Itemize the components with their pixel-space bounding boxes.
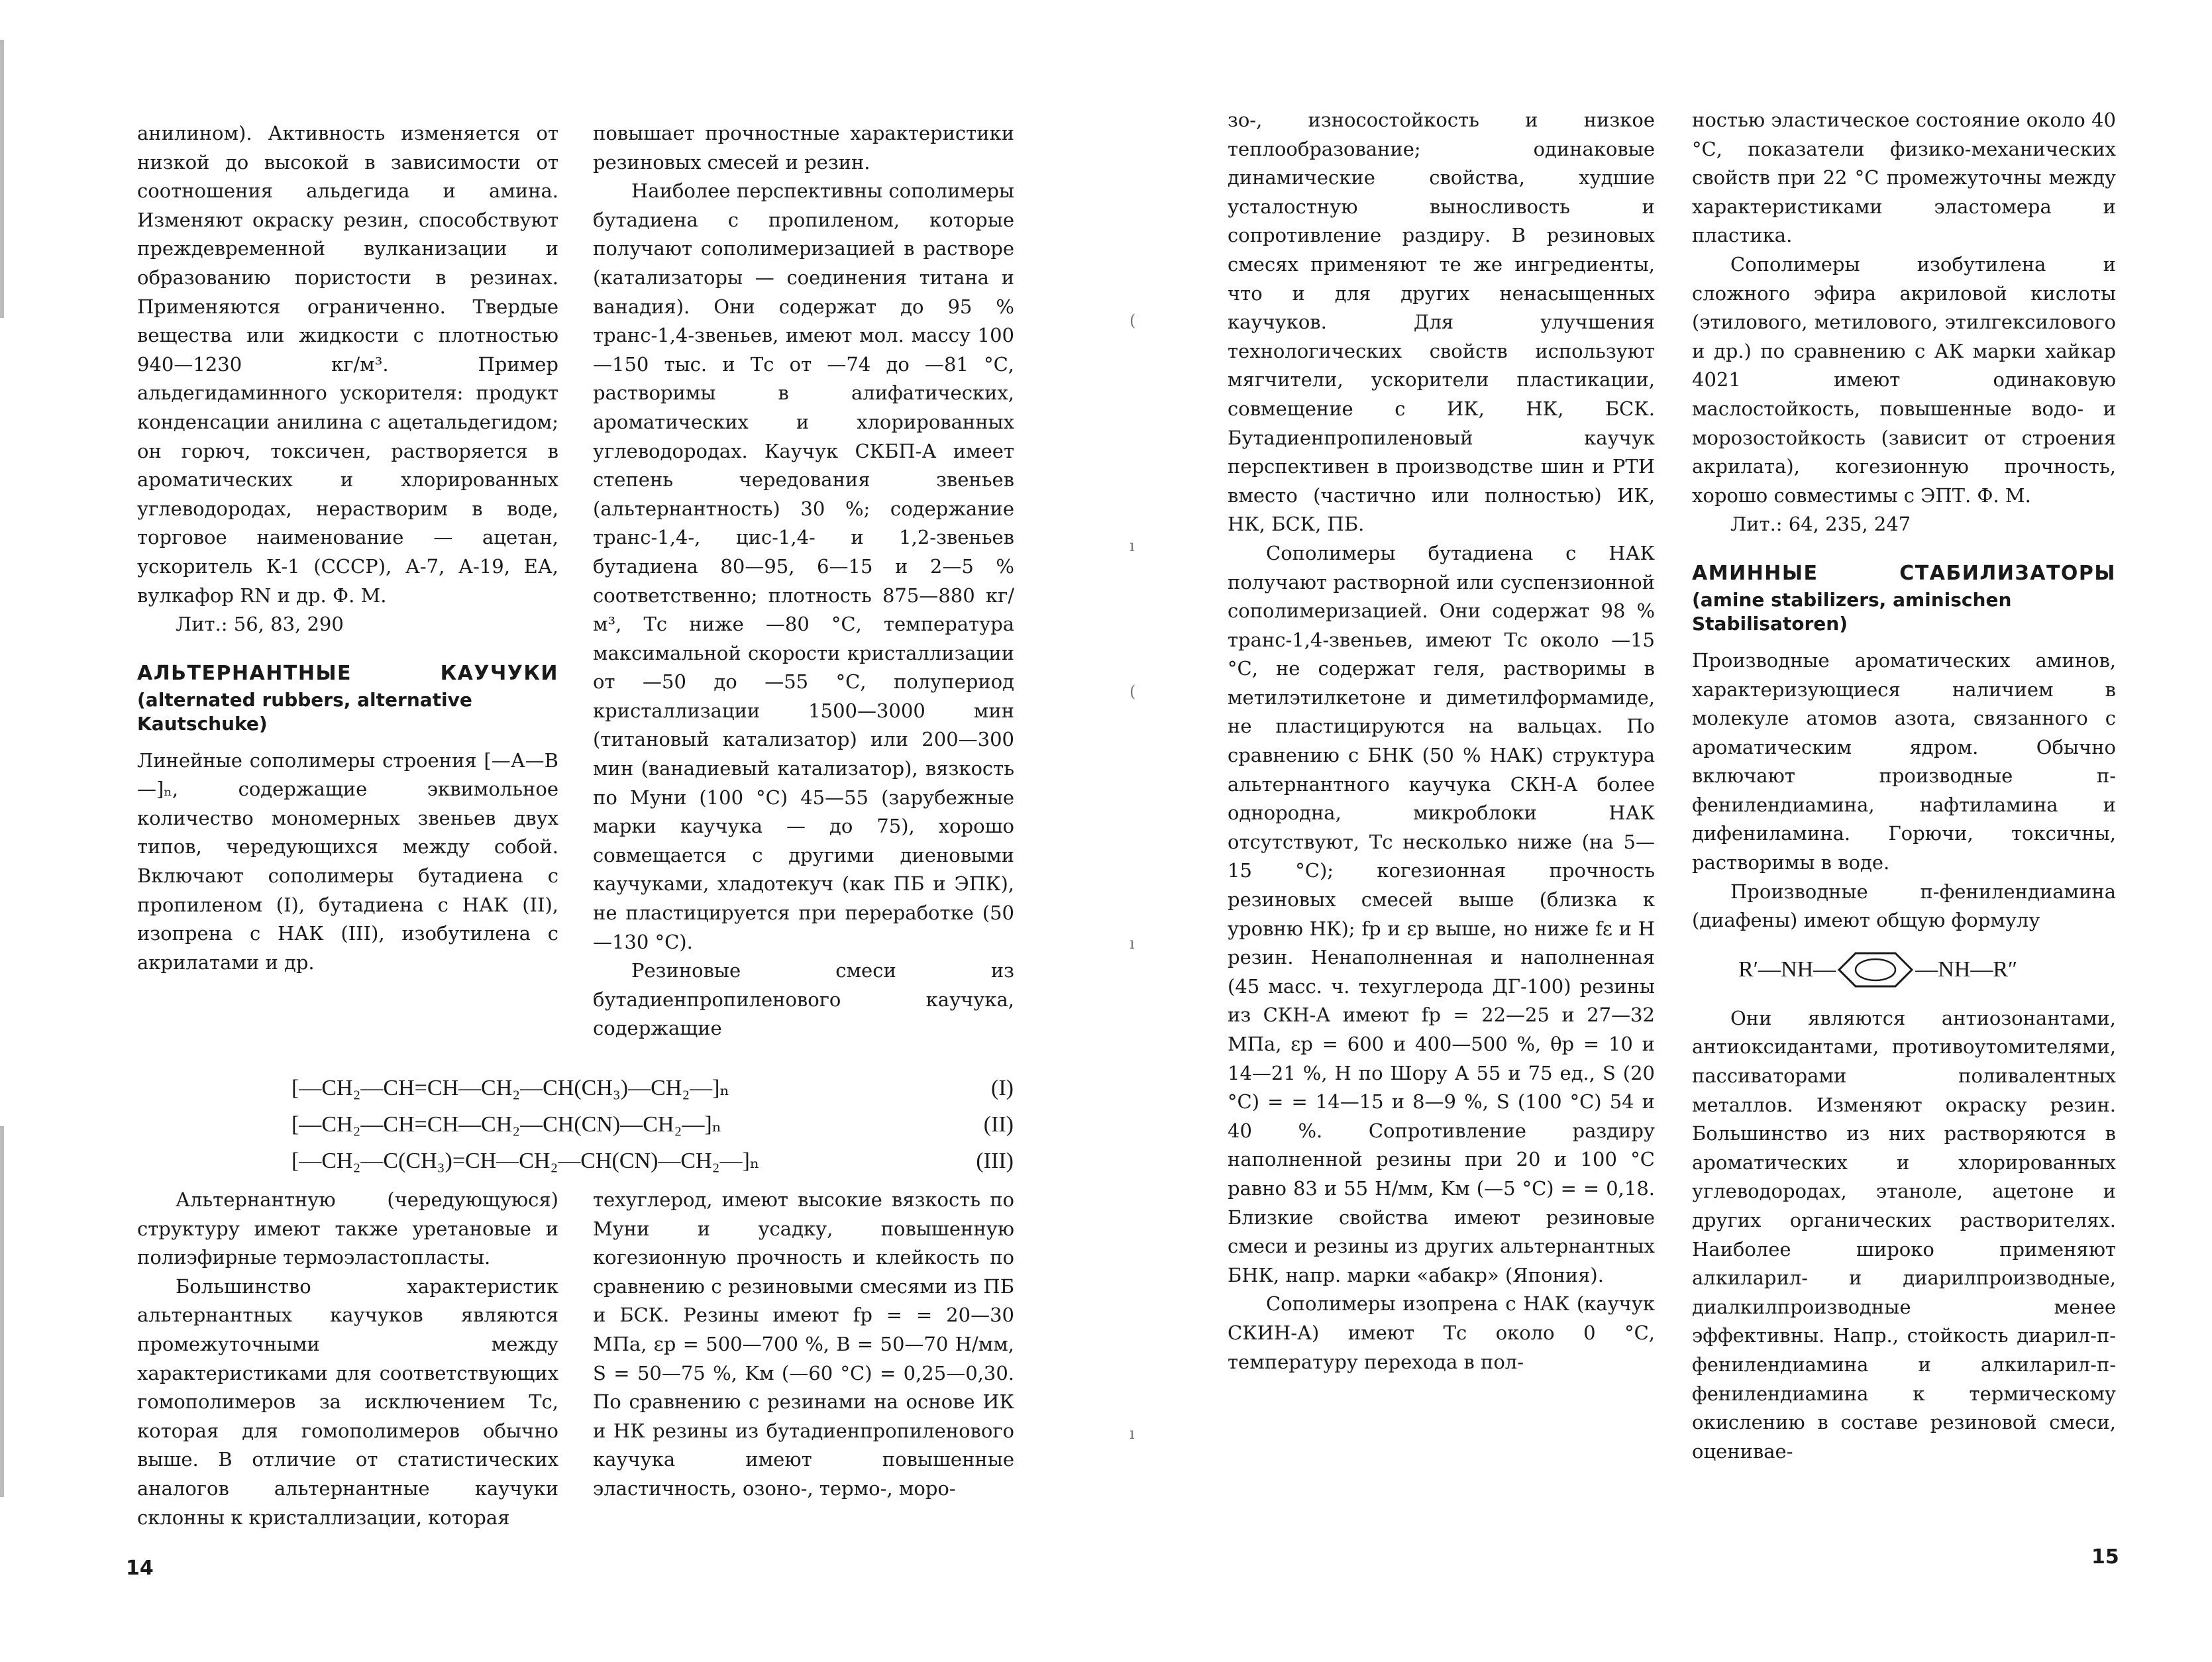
equation-row — [291, 1070, 1014, 1106]
gutter-mark: ı — [1130, 1424, 1135, 1443]
article-subheading: (alternated rubbers, alternative Kautschuke) — [137, 688, 472, 735]
gutter-mark: ( — [1130, 682, 1136, 701]
paragraph: Сополимеры изобутилена и сложного эфира акриловой кислоты (этилового, метилового, этилгексилового и др.) по сравнению с АК марки хайкар 4021 имеют одинаковую маслостойкость, повышенные водо- и морозостойкость (зависит от строения акрилата), когезионную прочность, хорошо совместимы с ЭПТ. Ф. М. — [1692, 252, 2116, 507]
article-subheading: (amine stabilizers, aminischen Stabilisatoren) — [1692, 588, 2012, 635]
paragraph: ностью эластическое состояние около 40 °С, показатели физико-механических свойств при 22 °С промежуточны между характеристиками эластомера и пластика. — [1692, 109, 2116, 247]
formula-right-group: —NH—R″ — [1915, 957, 2018, 982]
left-column-1 — [137, 119, 558, 977]
paragraph: Сополимеры бутадиена с НАК получают растворной или суспензионной сополимеризацией. Они содержат 98 % транс-1,4-звеньев, имеют Tс около —15 °С, не содержат геля, растворимы в метилэтилкетоне и диметилформамиде, не пластицируются на вальцах. По сравнению с БНК (50 % НАК) структура альтернантного каучука СКН-А более однородна, микроблоки НАК отсутствуют, Tс несколько ниже (на 5—15 °С); когезионная прочность резиновых смесей выше (близка к уровню НК); fр и εр выше, но ниже fε и H резин. Ненаполненная и наполненная (45 масс. ч. техуглерода ДГ-100) резины из СКН-А имеют fр = 22—25 и 27—32 МПа, εр = 600 и 400—500 %, θр = 10 и 14—21 %, H по Шору А 55 и 75 ед., S (20 °С) = = 14—15 и 8—9 %, S (100 °С) 54 и 40 %. Сопротивление раздиру наполненной резины при 20 и 100 °С равно 83 и 55 Н/мм, Kм (—5 °С) = = 0,18. Близкие свойства имеют резиновые смеси и резины из других альтернантных БНК, напр. марки «абакр» (Япония). — [1228, 541, 1655, 1286]
references: Лит.: 64, 235, 247 — [1730, 513, 1911, 536]
equation-label: (III) — [976, 1149, 1014, 1173]
heading-word: СТАБИЛИЗАТОРЫ — [1899, 561, 2116, 585]
paragraph: Производные ароматических аминов, характеризующиеся наличием в молекуле атомов азота, связанного с ароматическим ядром. Обычно включают производные п-фенилендиамина, нафтиламина и дифениламина. Горючи, токсичны, растворимы в воде. — [1692, 649, 2116, 874]
article-heading — [1692, 559, 2116, 588]
paragraph: Сополимеры изопрена с НАК (каучук СКИН-А) имеют Tс около 0 °С, температуру перехода в пол- — [1228, 1292, 1655, 1373]
paragraph: повышает прочностные характеристики резиновых смесей и резин. — [593, 122, 1014, 174]
equation-row — [291, 1106, 1014, 1143]
references: Лит.: 56, 83, 290 — [176, 613, 344, 636]
paragraph: анилином). Активность изменяется от низкой до высокой в зависимости от соотношения альдегида и амина. Изменяют окраску резин, способствуют преждевременной вулканизации и образованию пористости в резинах. Применяются ограниченно. Твердые вещества или жидкости с плотностью 940—1230 кг/м³. Пример альдегидаминного ускорителя: продукт конденсации анилина с ацетальдегидом; он горюч, токсичен, растворяется в ароматических и хлорированных углеводородах, нерастворим в воде, торговое наименование — ацетан, ускоритель К-1 (СССР), А-7, А-19, ЕА, вулкафор RN и др. Ф. М. — [137, 122, 558, 607]
right-column-2 — [1692, 106, 2116, 1466]
page-number: 14 — [126, 1557, 154, 1580]
heading-word: АМИННЫЕ — [1692, 561, 1818, 585]
left-column-2-continued — [593, 1186, 1014, 1504]
equation-label: (I) — [991, 1076, 1014, 1100]
formula-left-group: R′—NH— — [1738, 957, 1836, 982]
paragraph: Альтернантную (чередующуюся) структуру имеют также уретановые и полиэфирные термоэластопласты. — [137, 1188, 558, 1269]
heading-word: АЛЬТЕРНАНТНЫЕ — [137, 661, 352, 685]
right-page — [1106, 0, 2212, 1662]
gutter-mark: ı — [1130, 934, 1135, 953]
equation-block — [291, 1070, 1014, 1179]
left-column-2 — [593, 119, 1014, 1043]
paragraph: техуглерод, имеют высокие вязкость по Муни и усадку, повышенную когезионную прочность и клейкость по сравнению с резиновыми смесями из ПБ и БСК. Резины имеют fр = = 20—30 МПа, εр = 500—700 %, B = 50—70 Н/мм, S = 50—75 %, Kм (—60 °С) = 0,25—0,30. По сравнению с резинами на основе ИК и НК резины из бутадиенпропиленового каучука имеют повышенные эластичность, озоно-, термо-, моро- — [593, 1188, 1014, 1500]
paragraph: Линейные сополимеры строения [—А—В—]ₙ, содержащие эквимольное количество мономерных звеньев двух типов, чередующихся между собой. Включают сополимеры бутадиена с пропиленом (I), бутадиена с НАК (II), изопрена с НАК (III), изобутилена с акрилатами и др. — [137, 749, 558, 974]
paragraph: Производные п-фенилендиамина (диафены) имеют общую формулу — [1692, 880, 2116, 932]
equation-row — [291, 1143, 1014, 1179]
equation: [—CH₂—CH=CH—CH₂—CH(CN)—CH₂—]ₙ — [291, 1112, 722, 1137]
paragraph: Резиновые смеси из бутадиенпропиленового каучука, содержащие — [593, 959, 1014, 1040]
page-number: 15 — [2091, 1545, 2119, 1569]
article-heading — [137, 659, 558, 688]
gutter-mark: ı — [1130, 537, 1135, 555]
paragraph: Наиболее перспективны сополимеры бутадиена с пропиленом, которые получают сополимеризацией в растворе (катализаторы — соединения титана и ванадия). Они содержат до 95 % транс-1,4-звеньев, имеют мол. массу 100—150 тыс. и Tс от —74 до —81 °С, растворимы в алифатических, ароматических и хлорированных углеводородах. Каучук СКБП-А имеет степень чередования звеньев (альтернантность) 30 %; содержание транс-1,4-, цис-1,4- и 1,2-звеньев бутадиена 80—95, 6—15 и 2—5 % соответственно; плотность 875—880 кг/м³, Tс ниже —80 °С, температура максимальной скорости кристаллизации от —50 до —55 °С, полупериод кристаллизации 1500—3000 мин (титановый катализатор) или 200—300 мин (ванадиевый катализатор), вязкость по Муни (100 °С) 45—55 (зарубежные марки каучука — до 75), хорошо совмещается с другими диеновыми каучуками, хладотекуч (как ПБ и ЭПК), не пластицируется при переработке (50—130 °С). — [593, 180, 1014, 953]
paragraph: Большинство характеристик альтернантных каучуков являются промежуточными между характеристиками для соответствующих гомополимеров за исключением Tс, которая для гомополимеров обычно выше. В отличие от статистических аналогов альтернантные каучуки склонны к кристаллизации, которая — [137, 1274, 558, 1529]
scan-edge-shadow — [0, 1126, 4, 1497]
paragraph: зо-, износостойкость и низкое теплообразование; одинаковые динамические свойства, худшие усталостную выносливость и сопротивление раздиру. В резиновых смесях применяют те же ингредиенты, что и для других ненасыщенных каучуков. Для улучшения технологических свойств используют мягчители, ускорители пластикации, совмещение с ИК, НК, БСК. Бутадиенпропиленовый каучук перспективен в производстве шин и РТИ вместо (частично или полностью) ИК, НК, БСК, ПБ. — [1228, 109, 1655, 536]
benzene-ring-icon — [1836, 950, 1915, 990]
heading-word: КАУЧУКИ — [440, 661, 558, 685]
structural-formula — [1738, 950, 2116, 990]
gutter-mark: ( — [1130, 311, 1136, 330]
equation-label: (II) — [983, 1112, 1014, 1137]
right-column-1 — [1228, 106, 1655, 1376]
equation: [—CH₂—CH=CH—CH₂—CH(CH₃)—CH₂—]ₙ — [291, 1076, 730, 1100]
equation: [—CH₂—C(CH₃)=CH—CH₂—CH(CN)—CH₂—]ₙ — [291, 1149, 760, 1173]
paragraph: Они являются антиозонантами, антиоксидантами, противоутомителями, пассиваторами поливалентных металлов. Изменяют окраску резин. Большинство из них растворяются в ароматических и хлорированных углеводородах, этаноле, ацетоне и других органических растворителях. Наиболее широко применяют алкиларил- и диарилпроизводные, диалкилпроизводные менее эффективны. Напр., стойкость диарил-п-фенилендиамина и алкиларил-п-фенилендиамина к термическому окислению в составе резиновой смеси, оценивае- — [1692, 1006, 2116, 1463]
scan-edge-shadow — [0, 40, 4, 318]
left-column-1-continued — [137, 1186, 558, 1532]
